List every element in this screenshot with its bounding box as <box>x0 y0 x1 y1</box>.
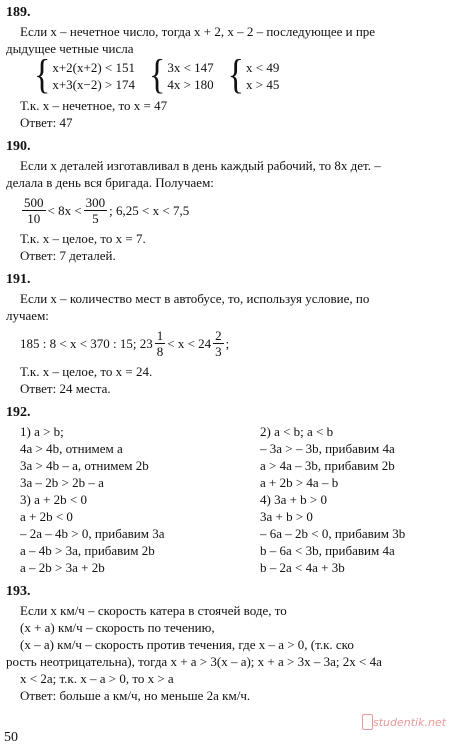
equation-text: ; 6,25 < x < 7,5 <box>109 203 190 218</box>
left-line: a – 4b > 3a, прибавим 2b <box>20 543 155 558</box>
text-line: Если x деталей изготавливал в день каждый рабочий, то 8x дет. – <box>20 158 381 173</box>
numerator: 300 <box>85 195 106 210</box>
left-line: 4a > 4b, отнимем a <box>20 441 123 456</box>
left-line: a + 2b < 0 <box>20 509 73 524</box>
text-line: лучаем: <box>6 308 49 323</box>
right-line: 3a + b > 0 <box>260 509 313 524</box>
equation-text: < x < 24 <box>167 336 212 351</box>
text-line: Если x – количество мест в автобусе, то, используя условие, по <box>20 291 370 306</box>
system-2 <box>167 59 213 93</box>
textbook-page <box>6 4 451 711</box>
brace: { <box>148 53 166 98</box>
system-row: x+3(x−2) > 174 <box>52 77 135 92</box>
text-line: Если x – нечетное число, тогда x + 2, x – 2 – последующее и пре <box>20 24 376 39</box>
text-line: Если x км/ч – скорость катера в стоячей воде, то <box>20 603 287 618</box>
equation-text: < 8x < <box>47 203 82 218</box>
brace: { <box>34 53 51 98</box>
right-line: 4) 3a + b > 0 <box>260 492 328 507</box>
problem-number: 189. <box>6 5 31 20</box>
right-line: – 6a – 2b < 0, прибавим 3b <box>260 526 406 541</box>
problem-192 <box>6 404 451 576</box>
system-row: 3x < 147 <box>167 60 214 75</box>
problem-number: 192. <box>6 405 31 420</box>
right-line: a > 4a – 3b, прибавим 2b <box>260 458 395 473</box>
right-line: 2) a < b; a < b <box>260 424 334 439</box>
system-row: x < 49 <box>245 60 280 75</box>
denominator: 10 <box>27 211 41 226</box>
numerator: 2 <box>215 328 222 343</box>
page-number: 50 <box>4 730 18 745</box>
problem-193 <box>6 583 451 704</box>
problem-189 <box>6 4 451 131</box>
denominator: 8 <box>156 344 164 359</box>
system-row: 4x > 180 <box>167 77 214 92</box>
system-3 <box>246 59 279 93</box>
equation <box>20 328 451 359</box>
inequality-systems <box>34 53 451 98</box>
text-line: Т.к. x – нечетное, то x = 47 <box>20 98 168 113</box>
numerator: 1 <box>156 328 164 343</box>
fraction <box>84 195 108 226</box>
fraction <box>22 195 46 226</box>
text-line: Т.к. x – целое, то x = 24. <box>20 364 153 379</box>
text-line: x < 2a; т.к. x – a > 0, то x > a <box>20 671 174 686</box>
problem-number: 191. <box>6 272 31 287</box>
system-row: x > 45 <box>245 77 280 92</box>
left-line: 3a > 4b – a, отнимем 2b <box>20 458 149 473</box>
answer: Ответ: 24 места. <box>20 381 111 396</box>
problem-number: 190. <box>6 139 31 154</box>
text-line: дыдущее четные числа <box>6 41 134 56</box>
denominator: 5 <box>92 211 99 226</box>
watermark: studentik.net <box>373 716 447 729</box>
text-line: Т.к. x – целое, то x = 7. <box>20 231 146 246</box>
text-line: рость неотрицательна), тогда x + a > 3(x – a); x + a > 3x – 3a; 2x < 4a <box>6 654 382 669</box>
right-line: a + 2b > 4a – b <box>260 475 339 490</box>
equation <box>20 195 451 226</box>
left-line: 1) a > b; <box>20 424 64 439</box>
equation-text: ; <box>225 336 230 351</box>
denominator: 3 <box>215 344 222 359</box>
left-line: 3a – 2b > 2b – a <box>20 475 104 490</box>
numerator: 500 <box>24 195 44 210</box>
watermark-icon <box>362 714 373 730</box>
left-line: a – 2b > 3a + 2b <box>20 560 105 575</box>
text-line: (x + a) км/ч – скорость по течению, <box>20 620 215 635</box>
answer: Ответ: 47 <box>20 115 73 130</box>
right-line: b – 6a < 3b, прибавим 4a <box>260 543 395 558</box>
right-line: – 3a > – 3b, прибавим 4a <box>260 441 395 456</box>
answer: Ответ: больше a км/ч, но меньше 2a км/ч. <box>20 688 251 703</box>
system-row: x+2(x+2) < 151 <box>52 60 135 75</box>
left-line: 3) a + 2b < 0 <box>20 492 88 507</box>
system-1 <box>52 59 135 93</box>
fraction <box>213 328 224 359</box>
problem-number: 193. <box>6 584 31 599</box>
problem-190 <box>6 138 451 264</box>
two-column-solution <box>6 423 451 576</box>
text-line: делала в день вся бригада. Получаем: <box>6 175 214 190</box>
text-line: (x – a) км/ч – скорость против течения, где x – a > 0, (т.к. ско <box>20 637 354 652</box>
brace: { <box>227 53 244 98</box>
equation-text: 185 : 8 < x < 370 : 15; 23 <box>20 336 153 351</box>
answer: Ответ: 7 деталей. <box>20 248 116 263</box>
problem-191 <box>6 271 451 397</box>
right-line: b – 2a < 4a + 3b <box>260 560 345 575</box>
fraction <box>155 328 166 359</box>
left-line: – 2a – 4b > 0, прибавим 3a <box>20 526 165 541</box>
